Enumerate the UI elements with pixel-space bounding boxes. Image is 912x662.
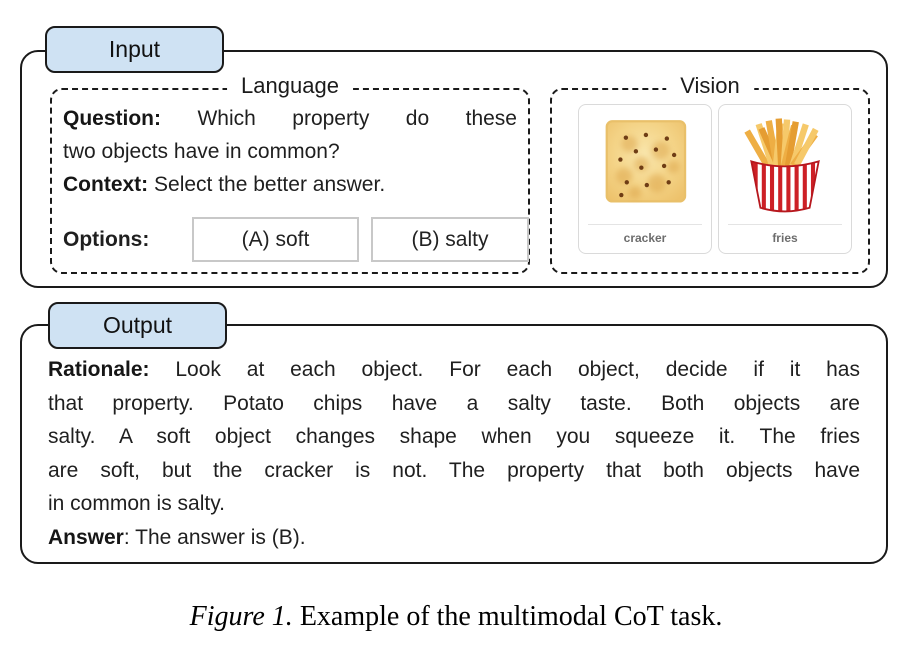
options-label: Options: <box>63 228 150 251</box>
options-row <box>63 217 517 262</box>
fries-icon <box>724 112 846 218</box>
cracker-card <box>578 104 712 254</box>
fries-card-label: fries <box>772 231 798 245</box>
input-box <box>20 50 888 288</box>
output-box <box>20 324 888 564</box>
rationale-text-part1: Look at each object. For each object, decide if it has <box>175 358 860 381</box>
question-label: Question: <box>63 107 161 130</box>
rationale-line-3: salty. A soft object changes shape when you squeeze it. The fries <box>48 425 860 448</box>
rationale-line-4: are soft, but the cracker is not. The property that both objects have <box>48 458 860 482</box>
context-line <box>63 168 517 201</box>
context-text: Select the better answer. <box>154 173 386 196</box>
language-panel-title: Language <box>227 73 353 99</box>
output-text-block <box>22 326 886 554</box>
input-tab <box>45 26 224 73</box>
answer-line <box>48 521 860 555</box>
figure-caption-text: Example of the multimodal CoT task. <box>299 601 723 632</box>
question-line-2: two objects have in common? <box>63 140 340 163</box>
cracker-icon <box>584 112 706 218</box>
rationale-label: Rationale: <box>48 358 150 381</box>
cracker-image <box>579 105 711 224</box>
answer-label: Answer <box>48 525 124 549</box>
output-tab <box>48 302 227 349</box>
output-tab-label: Output <box>102 312 173 338</box>
context-label: Context: <box>63 173 149 196</box>
figure-caption <box>0 601 912 633</box>
rationale-line-2: that property. Potato chips have a salty taste. Both objects are <box>48 391 860 415</box>
question-text-part1: Which property do these <box>197 107 517 130</box>
figure-caption-number: Figure 1. <box>189 601 293 632</box>
vision-panel <box>550 73 870 274</box>
question-line-1 <box>63 102 517 135</box>
cracker-card-label: cracker <box>623 231 667 245</box>
input-tab-label: Input <box>108 36 161 62</box>
option-b-button[interactable]: (B) salty <box>371 217 529 262</box>
fries-image <box>719 105 851 224</box>
language-text-block <box>52 90 528 201</box>
rationale-line-5: in common is salty. <box>48 492 225 515</box>
option-a-button[interactable]: (A) soft <box>192 217 359 262</box>
rationale-line-1 <box>48 353 860 387</box>
answer-text: : The answer is (B). <box>123 525 306 549</box>
language-panel <box>50 73 530 274</box>
fries-card <box>718 104 852 254</box>
vision-panel-title: Vision <box>666 73 754 99</box>
